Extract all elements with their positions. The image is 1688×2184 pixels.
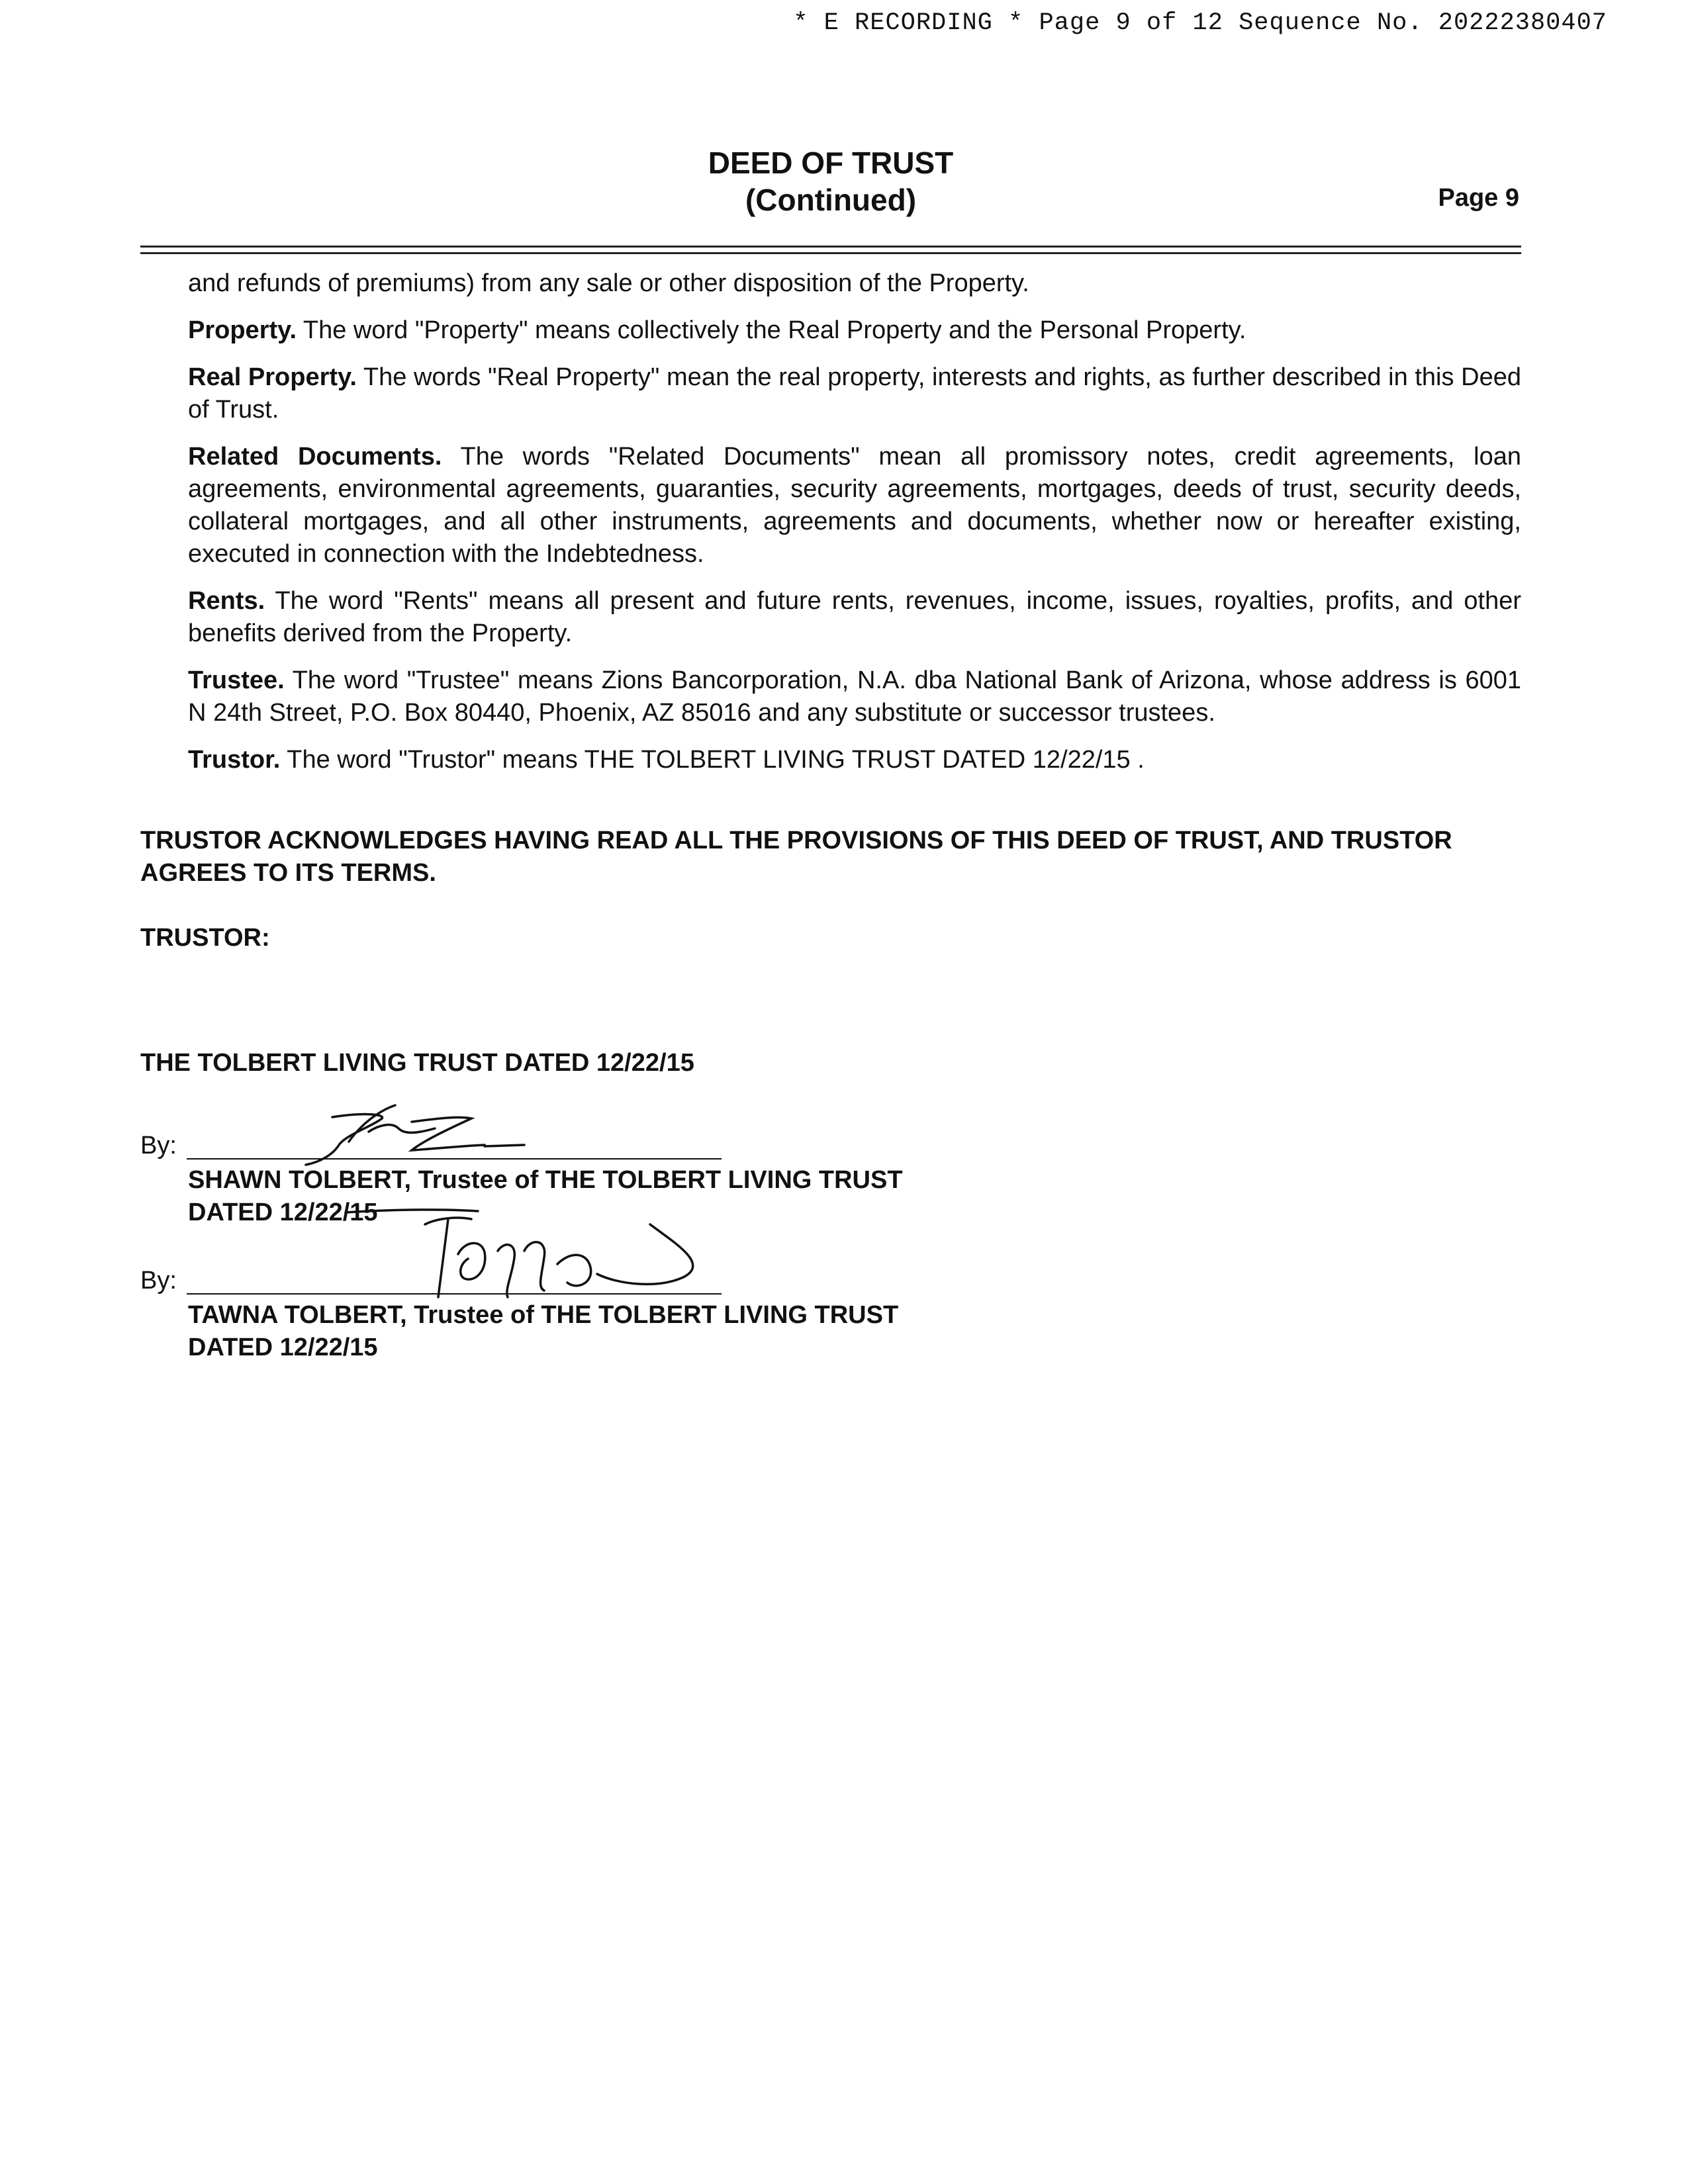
definition-text: The word "Rents" means all present and future rents, revenues, income, issues, royalties, profits, and other benefits derived from the Property.: [188, 587, 1521, 647]
signer-title-line: SHAWN TOLBERT, Trustee of THE TOLBERT LIVING TRUST: [188, 1166, 903, 1194]
header-rule-top: [140, 246, 1521, 248]
signature-block-tawna: [140, 1231, 1067, 1363]
handwritten-signature-tawna: [306, 1205, 835, 1310]
page-number: Page 9: [1438, 184, 1519, 212]
recording-stamp-header: * E RECORDING * Page 9 of 12 Sequence No. 20222380407: [793, 9, 1607, 37]
definition-term: Real Property.: [188, 363, 357, 391]
definition-term: Property.: [188, 316, 297, 344]
definition-text: The word "Trustor" means THE TOLBERT LIVING TRUST DATED 12/22/15 .: [280, 746, 1145, 774]
signer-date-line: DATED 12/22/15: [188, 1199, 378, 1226]
document-title: DEED OF TRUST: [708, 146, 954, 180]
document-subtitle: (Continued): [745, 183, 917, 217]
trustor-section-label: TRUSTOR:: [140, 924, 270, 952]
definition-term: Related Documents.: [188, 443, 442, 471]
signer-title-line: TAWNA TOLBERT, Trustee of THE TOLBERT LIVING TRUST: [188, 1301, 899, 1329]
by-label: By:: [140, 1267, 177, 1295]
definition-text: The words "Related Documents" mean all promissory notes, credit agreements, loan agreements, environmental agreements, guaranties, security agreements, mortgages, deeds of trust, security deeds, collateral mortgages, and all other instruments, agreements and documents, whether now or hereafter existing, executed in connection with the Indebtedness.: [188, 443, 1521, 568]
definition-real-property: [188, 361, 1521, 426]
definition-text: The word "Property" means collectively the Real Property and the Personal Property.: [297, 316, 1246, 344]
definition-term: Trustee.: [188, 666, 285, 694]
definition-trustee: [188, 664, 1521, 729]
trust-entity-name: THE TOLBERT LIVING TRUST DATED 12/22/15: [140, 1049, 694, 1077]
definition-text: The words "Real Property" mean the real property, interests and rights, as further described in this Deed of Trust.: [188, 363, 1521, 424]
definitions-section: [188, 267, 1521, 791]
signer-date-line: DATED 12/22/15: [188, 1334, 378, 1361]
by-label: By:: [140, 1132, 177, 1160]
trustor-acknowledgement: TRUSTOR ACKNOWLEDGES HAVING READ ALL THE PROVISIONS OF THIS DEED OF TRUST, AND TRUSTOR AGREES TO ITS TERMS.: [140, 827, 1452, 887]
signature-line: [187, 1158, 722, 1160]
definition-term: Trustor.: [188, 746, 281, 774]
signer-tawna-name: [188, 1299, 898, 1364]
definition-trustor: [188, 744, 1521, 776]
definition-related-documents: [188, 441, 1521, 570]
continuation-paragraph: and refunds of premiums) from any sale or other disposition of the Property.: [188, 269, 1029, 297]
document-title-block: [0, 144, 1662, 218]
definition-property: [188, 314, 1521, 347]
signature-line: [187, 1293, 722, 1295]
header-rule-bottom: [140, 252, 1521, 254]
definition-term: Rents.: [188, 587, 265, 615]
definition-rents: [188, 585, 1521, 650]
definition-text: The word "Trustee" means Zions Bancorporation, N.A. dba National Bank of Arizona, whose address is 6001 N 24th Street, P.O. Box 80440, Phoenix, AZ 85016 and any substitute or successor trustees.: [188, 666, 1521, 727]
